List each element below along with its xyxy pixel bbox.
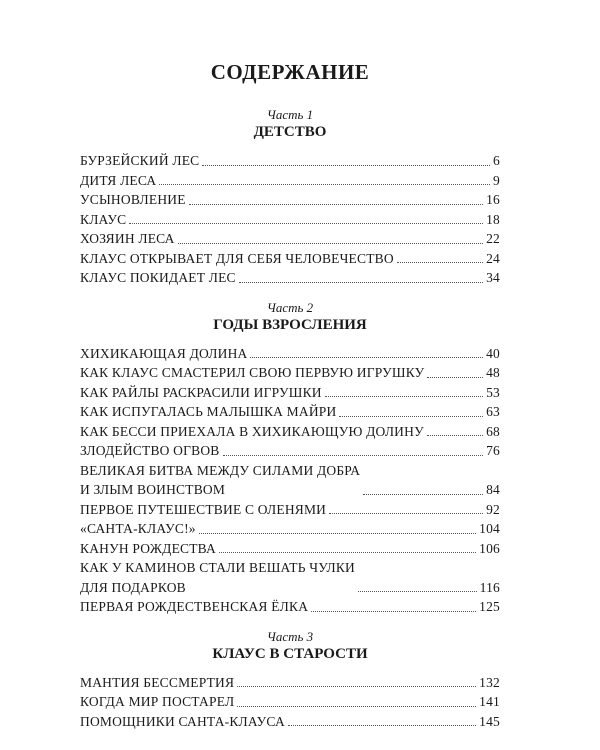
page-number: 34 <box>486 270 500 285</box>
toc-entry[interactable] <box>80 673 500 693</box>
dot-leader <box>199 533 476 534</box>
dot-leader <box>189 204 483 205</box>
entry-title: ВЕЛИКАЯ БИТВА МЕЖДУ СИЛАМИ ДОБРА <box>80 462 361 478</box>
entry-title: ХОЗЯИН ЛЕСА <box>80 231 175 246</box>
dot-leader <box>358 591 477 592</box>
dot-leader <box>329 513 483 514</box>
toc-entry[interactable] <box>80 402 500 422</box>
toc-entry[interactable] <box>80 500 500 520</box>
toc-entry[interactable] <box>80 171 500 191</box>
dot-leader <box>223 455 484 456</box>
entry-title-block <box>80 344 247 364</box>
page-number: 6 <box>493 153 500 168</box>
toc-entry[interactable] <box>80 268 500 288</box>
part-label: Часть 3 <box>266 628 314 644</box>
entry-title-block <box>80 519 196 539</box>
entry-title: ДИТЯ ЛЕСА <box>80 172 157 188</box>
entry-title-block <box>80 441 220 461</box>
entry-title: КАК РАЙЛЫ РАСКРАСИЛИ ИГРУШКИ <box>80 384 322 400</box>
dot-leader <box>397 262 483 263</box>
entry-title: БУРЗЕЙСКИЙ ЛЕС <box>80 153 200 168</box>
toc-entry[interactable] <box>80 422 500 442</box>
entry-title-block <box>80 558 355 597</box>
entry-title-block <box>80 402 336 422</box>
page-number: 141 <box>479 694 500 709</box>
toc-entry[interactable] <box>80 597 500 617</box>
toc-entry[interactable] <box>80 210 500 230</box>
part-section-2 <box>80 300 500 617</box>
entry-title-block <box>80 249 394 269</box>
toc-entry[interactable] <box>80 558 500 597</box>
entry-list <box>80 673 500 732</box>
dot-leader <box>219 552 476 553</box>
toc-entry[interactable] <box>80 249 500 269</box>
page-number: 125 <box>479 599 500 614</box>
page-number: 106 <box>479 540 500 556</box>
dot-leader <box>311 611 476 612</box>
dot-leader <box>129 223 483 224</box>
page-number: 48 <box>486 365 500 380</box>
dot-leader <box>325 396 483 397</box>
entry-title: ПЕРВОЕ ПУТЕШЕСТВИЕ С ОЛЕНЯМИ <box>80 501 327 517</box>
part-title: ДЕТСТВО <box>253 124 327 140</box>
page-number: 24 <box>486 250 500 266</box>
part-section-3 <box>80 629 500 732</box>
page-number: 92 <box>486 501 500 517</box>
part-label: Часть 2 <box>266 299 314 315</box>
entry-title: ХИХИКАЮЩАЯ ДОЛИНА <box>80 345 248 361</box>
toc-entry[interactable] <box>80 441 500 461</box>
entry-title: «САНТА-КЛАУС!» <box>80 521 196 536</box>
entry-title: КОГДА МИР ПОСТАРЕЛ <box>80 694 235 709</box>
dot-leader <box>237 686 476 687</box>
entry-title: КЛАУС ОТКРЫВАЕТ ДЛЯ СЕБЯ ЧЕЛОВЕЧЕСТВО <box>80 250 394 266</box>
entry-title-block <box>80 151 199 171</box>
page-number: 104 <box>479 521 500 536</box>
dot-leader <box>363 494 483 495</box>
page-number: 16 <box>486 192 500 207</box>
entry-title: КАК БЕССИ ПРИЕХАЛА В ХИХИКАЮЩУЮ ДОЛИНУ <box>80 423 424 439</box>
dot-leader <box>159 184 490 185</box>
dot-leader <box>239 282 483 283</box>
dot-leader <box>202 165 490 166</box>
dot-leader <box>339 416 483 417</box>
entry-title: И ЗЛЫМ ВОИНСТВОМ <box>80 482 226 497</box>
entry-title: ЗЛОДЕЙСТВО ОГВОВ <box>80 443 220 458</box>
toc-entry[interactable] <box>80 344 500 364</box>
entry-list <box>80 151 500 288</box>
dot-leader <box>288 725 476 726</box>
entry-title-block <box>80 229 175 249</box>
toc-entry[interactable] <box>80 461 500 500</box>
page-number: 40 <box>486 345 500 361</box>
page-number: 63 <box>486 404 500 419</box>
entry-title: КАК ИСПУГАЛАСЬ МАЛЫШКА МАЙРИ <box>80 404 337 419</box>
entry-title: КЛАУС <box>80 211 127 227</box>
entry-title-block <box>80 461 360 500</box>
page-number: 53 <box>486 384 500 400</box>
entry-title-block <box>80 712 285 732</box>
entry-title: ПОМОЩНИКИ САНТА-КЛАУСА <box>80 713 285 729</box>
toc-entry[interactable] <box>80 539 500 559</box>
dot-leader <box>237 706 476 707</box>
toc-entry[interactable] <box>80 190 500 210</box>
entry-title: КАНУН РОЖДЕСТВА <box>80 540 216 556</box>
page-number: 116 <box>479 579 500 595</box>
entry-title: ДЛЯ ПОДАРКОВ <box>80 579 186 595</box>
page-number: 9 <box>493 172 500 188</box>
entry-title-block <box>80 210 126 230</box>
dot-leader <box>250 357 483 358</box>
toc-entry[interactable] <box>80 363 500 383</box>
entry-title: КАК КЛАУС СМАСТЕРИЛ СВОЮ ПЕРВУЮ ИГРУШКУ <box>80 365 425 380</box>
entry-title-block <box>80 383 322 403</box>
dot-leader <box>427 377 483 378</box>
entry-title-block <box>80 500 326 520</box>
page-number: 22 <box>486 231 500 246</box>
toc-entry[interactable] <box>80 519 500 539</box>
toc-entry[interactable] <box>80 151 500 171</box>
part-label: Часть 1 <box>266 107 314 122</box>
entry-list <box>80 344 500 617</box>
dot-leader <box>427 435 483 436</box>
entry-title-block <box>80 190 186 210</box>
dot-leader <box>178 243 483 244</box>
entry-title: МАНТИЯ БЕССМЕРТИЯ <box>80 674 235 690</box>
toc-entry[interactable] <box>80 712 500 732</box>
entry-title: УСЫНОВЛЕНИЕ <box>80 192 186 207</box>
page-number: 132 <box>479 674 500 690</box>
entry-title-block <box>80 422 424 442</box>
entry-title-block <box>80 673 234 693</box>
page-title: СОДЕРЖАНИЕ <box>210 60 370 84</box>
toc-entry[interactable] <box>80 229 500 249</box>
toc-entry[interactable] <box>80 383 500 403</box>
page-number: 68 <box>486 423 500 439</box>
entry-title-block <box>80 268 236 288</box>
entry-title-block <box>80 692 234 712</box>
entry-title-block <box>80 363 424 383</box>
page-number: 18 <box>486 211 500 227</box>
page-number: 84 <box>486 482 500 497</box>
part-section-1 <box>80 107 500 288</box>
page-number: 76 <box>486 443 500 458</box>
entry-title: КАК У КАМИНОВ СТАЛИ ВЕШАТЬ ЧУЛКИ <box>80 560 355 575</box>
toc-entry[interactable] <box>80 692 500 712</box>
part-title: КЛАУС В СТАРОСТИ <box>212 645 368 662</box>
entry-title-block <box>80 539 216 559</box>
part-title: ГОДЫ ВЗРОСЛЕНИЯ <box>213 316 367 333</box>
entry-title-block <box>80 171 156 191</box>
page-number: 145 <box>479 713 500 729</box>
entry-title-block <box>80 597 308 617</box>
table-of-contents <box>80 60 500 743</box>
entry-title: ПЕРВАЯ РОЖДЕСТВЕНСКАЯ ЁЛКА <box>80 599 309 614</box>
entry-title: КЛАУС ПОКИДАЕТ ЛЕС <box>80 270 236 285</box>
parts-container <box>80 107 500 731</box>
